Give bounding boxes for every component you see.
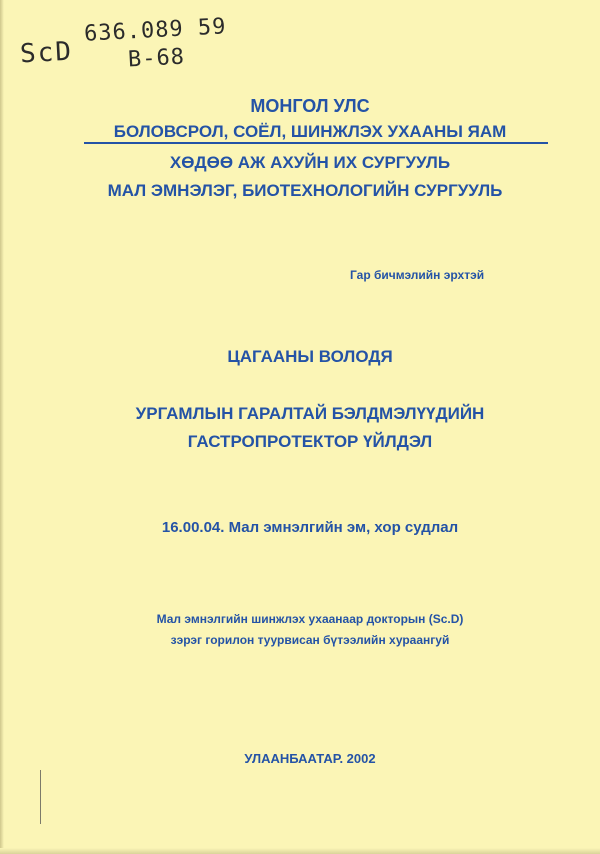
university-heading: ХӨДӨӨ АЖ АХУЙН ИХ СУРГУУЛЬ bbox=[169, 153, 451, 172]
handwritten-call-number: 636.089 59 bbox=[83, 14, 228, 47]
thesis-title-line-2: ГАСТРОПРОТЕКТОР ҮЙЛДЭЛ bbox=[187, 432, 433, 451]
handwritten-shelf-mark: B-68 bbox=[127, 44, 186, 73]
margin-mark bbox=[40, 770, 41, 824]
handwritten-degree-mark: ScD bbox=[19, 36, 74, 70]
scan-edge-left bbox=[0, 0, 4, 854]
scan-edge-bottom bbox=[0, 848, 600, 854]
author-name: ЦАГААНЫ ВОЛОДЯ bbox=[227, 347, 393, 366]
manuscript-rights-note: Гар бичмэлийн эрхтэй bbox=[350, 268, 485, 282]
place-and-year: УЛААНБААТАР. 2002 bbox=[244, 751, 376, 766]
specialty-code: 16.00.04. Мал эмнэлгийн эм, хор судлал bbox=[161, 519, 459, 536]
abstract-description-line-2: зэрэг горилон туурвисан бүтээлийн хураангуй bbox=[170, 633, 450, 647]
thesis-title-line-1: УРГАМЛЫН ГАРАЛТАЙ БЭЛДМЭЛҮҮДИЙН bbox=[135, 404, 485, 423]
school-heading: МАЛ ЭМНЭЛЭГ, БИОТЕХНОЛОГИЙН СУРГУУЛЬ bbox=[107, 181, 503, 200]
header-divider bbox=[84, 142, 548, 144]
ministry-heading: БОЛОВСРОЛ, СОЁЛ, ШИНЖЛЭХ УХААНЫ ЯАМ bbox=[113, 122, 507, 141]
country-heading: МОНГОЛ УЛС bbox=[250, 96, 370, 116]
abstract-description-line-1: Мал эмнэлгийн шинжлэх ухаанаар докторын (Sc.D) bbox=[156, 612, 464, 626]
